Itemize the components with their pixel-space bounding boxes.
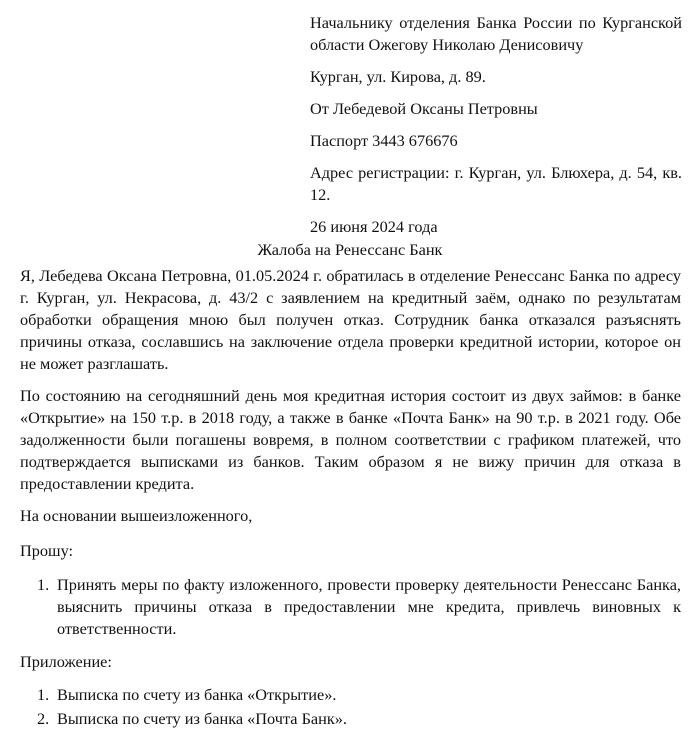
list-item [20, 684, 681, 706]
request-list [20, 574, 681, 640]
document-date: 26 июня 2024 года [310, 217, 438, 236]
sender-registration-address: Адрес регистрации: г. Курган, ул. Блюхера, д. 54, кв. 12. [310, 163, 682, 204]
addressee-line: Начальнику отделения Банка России по Курганской области Ожегову Николаю Денисовичу [310, 13, 682, 54]
list-item [20, 574, 681, 640]
list-item-number: 1. [37, 685, 50, 704]
sender-name: От Лебедевой Оксаны Петровны [310, 99, 538, 118]
document-body [20, 265, 681, 732]
list-item-number: 1. [37, 575, 50, 594]
list-item-number: 2. [37, 709, 50, 728]
document-title: Жалоба на Ренессанс Банк [257, 240, 443, 259]
body-paragraph: По состоянию на сегодняшний день моя кредитная история состоит из двух займов: в банке «Открытие» на 150 т.р. в 2018 году, а также в банке «Почта Банк» на 90 т.р. в 2021 году. Обе задолженности были погашены вовремя, в полном соответствии с графиком платежей, что подтверждается выписками из банков. Таким образом я не вижу причин для отказа в предоставлении кредита. [20, 386, 681, 493]
body-paragraph: На основании вышеизложенного, [20, 506, 253, 525]
attachment-list [20, 684, 681, 730]
addressee-block [310, 12, 682, 238]
addressee-address: Курган, ул. Кирова, д. 89. [310, 67, 486, 86]
sender-passport: Паспорт 3443 676676 [310, 131, 458, 150]
list-item-text: Принять меры по факту изложенного, провести проверку деятельности Ренессанс Банка, выяснить причины отказа в предоставлении мне кредита, привлечь виновных к ответственности. [57, 575, 681, 638]
list-item-text: Выписка по счету из банка «Открытие». [57, 685, 337, 704]
request-heading: Прошу: [20, 541, 74, 560]
body-paragraph: Я, Лебедева Оксана Петровна, 01.05.2024 г. обратилась в отделение Ренессанс Банка по адресу г. Курган, ул. Некрасова, д. 43/2 с заявлением на кредитный заём, однако по результатам обработки обращения мною был получен отказ. Сотрудник банка отказался разъяснять причины отказа, сославшись на заключение отдела проверки кредитной истории, которое он не может разглашать. [20, 266, 681, 373]
attachment-heading: Приложение: [20, 652, 112, 671]
list-item-text: Выписка по счету из банка «Почта Банк». [57, 709, 347, 728]
